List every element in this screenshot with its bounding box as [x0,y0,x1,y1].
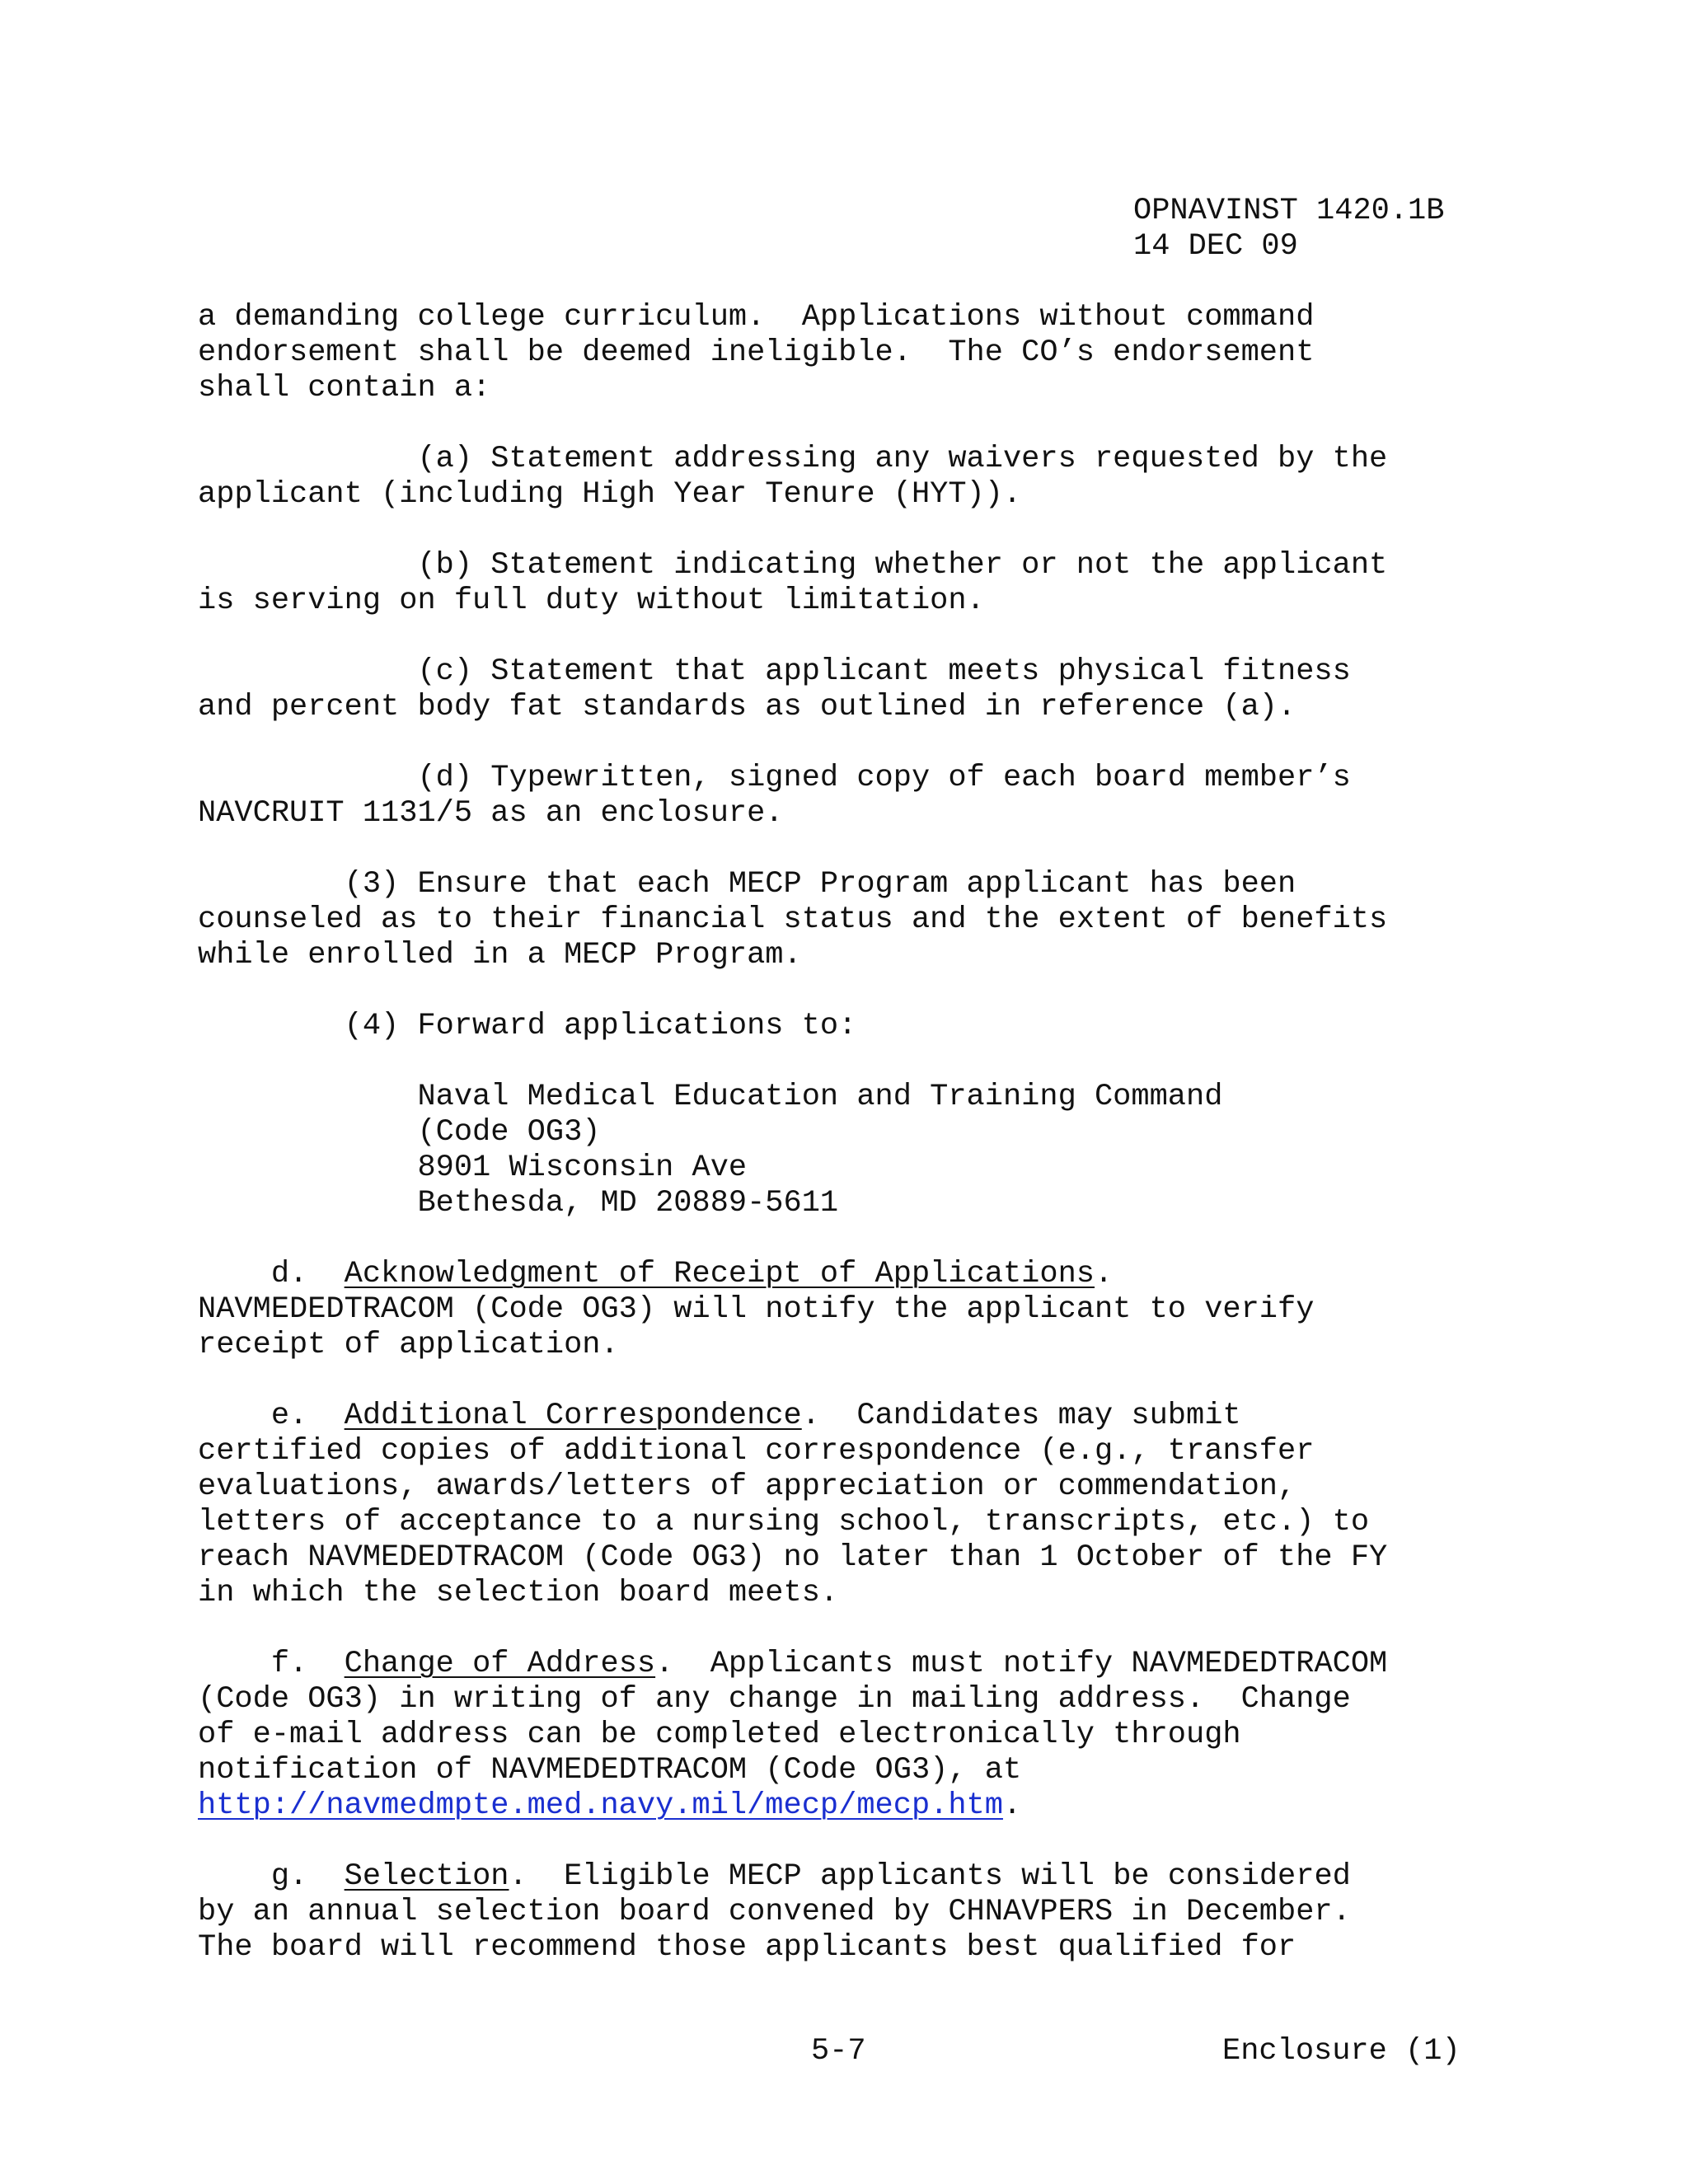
section-d-heading: Acknowledgment of Receipt of Applications [344,1257,1095,1291]
section-d-prefix: d. [198,1257,345,1291]
item-a-paragraph: (a) Statement addressing any waivers requested by the applicant (including High Year Tenure (HYT)). [198,442,1388,512]
section-g-prefix: g. [198,1859,345,1894]
section-f-prefix: f. [198,1647,345,1681]
instruction-number: OPNAVINST 1420.1B [1133,194,1445,228]
section-e-prefix: e. [198,1399,345,1433]
section-f-heading: Change of Address [344,1647,656,1681]
document-date: 14 DEC 09 [1133,229,1298,264]
document-body [198,300,1517,2001]
item-c-paragraph: (c) Statement that applicant meets physical fitness and percent body fat standards as outlined in reference (a). [198,654,1351,724]
section-g-text: . Eligible MECP applicants will be considered by an annual selection board convened by CHNAVPERS in December. The board will recommend those applicants best qualified for [198,1859,1351,1965]
section-g-heading: Selection [344,1859,509,1894]
enclosure-label: Enclosure (1) [1222,2034,1461,2069]
item-d-paragraph: (d) Typewritten, signed copy of each board member’s NAVCRUIT 1131/5 as an enclosure. [198,761,1351,831]
section-e-paragraph [198,1399,1517,1611]
section-f-after-link: . [1002,1788,1022,1823]
intro-paragraph: a demanding college curriculum. Applications without command endorsement shall be deemed ineligible. The CO’s endorsement shall contain a: [198,300,1315,405]
mecp-website-link[interactable]: http://navmedmpte.med.navy.mil/mecp/mecp.htm [198,1788,1003,1823]
page-number: 5-7 [811,2034,866,2069]
section-e-heading: Additional Correspondence [344,1399,802,1433]
section-d-paragraph [198,1257,1517,1363]
section-g-paragraph [198,1859,1517,1966]
section-e-text: . Candidates may submit certified copies of additional correspondence (e.g., transfer evaluations, awards/letters of appreciation or commendation, letters of acceptance to a nursing school, transcripts, etc.) to reach NAVMEDEDTRACOM (Code OG3) no later than 1 October of the FY in which the selection board meets. [198,1399,1388,1610]
item-b-paragraph: (b) Statement indicating whether or not the applicant is serving on full duty without limitation. [198,548,1388,618]
item-4-paragraph: (4) Forward applications to: [198,1009,857,1043]
item-3-paragraph: (3) Ensure that each MECP Program applicant has been counseled as to their financial status and the extent of benefits while enrolled in a MECP Program. [198,867,1388,972]
section-d-text: . NAVMEDEDTRACOM (Code OG3) will notify the applicant to verify receipt of application. [198,1257,1315,1362]
section-f-paragraph [198,1647,1517,1824]
document-header [1133,194,1444,265]
section-f-text: . Applicants must notify NAVMEDEDTRACOM (Code OG3) in writing of any change in mailing address. Change of e-mail address can be completed electronically through notification of NAVMEDEDTRACOM (Code OG3), at [198,1647,1388,1788]
mailing-address: Naval Medical Education and Training Command (Code OG3) 8901 Wisconsin Ave Bethesda, MD 20889-5611 [417,1080,1223,1221]
